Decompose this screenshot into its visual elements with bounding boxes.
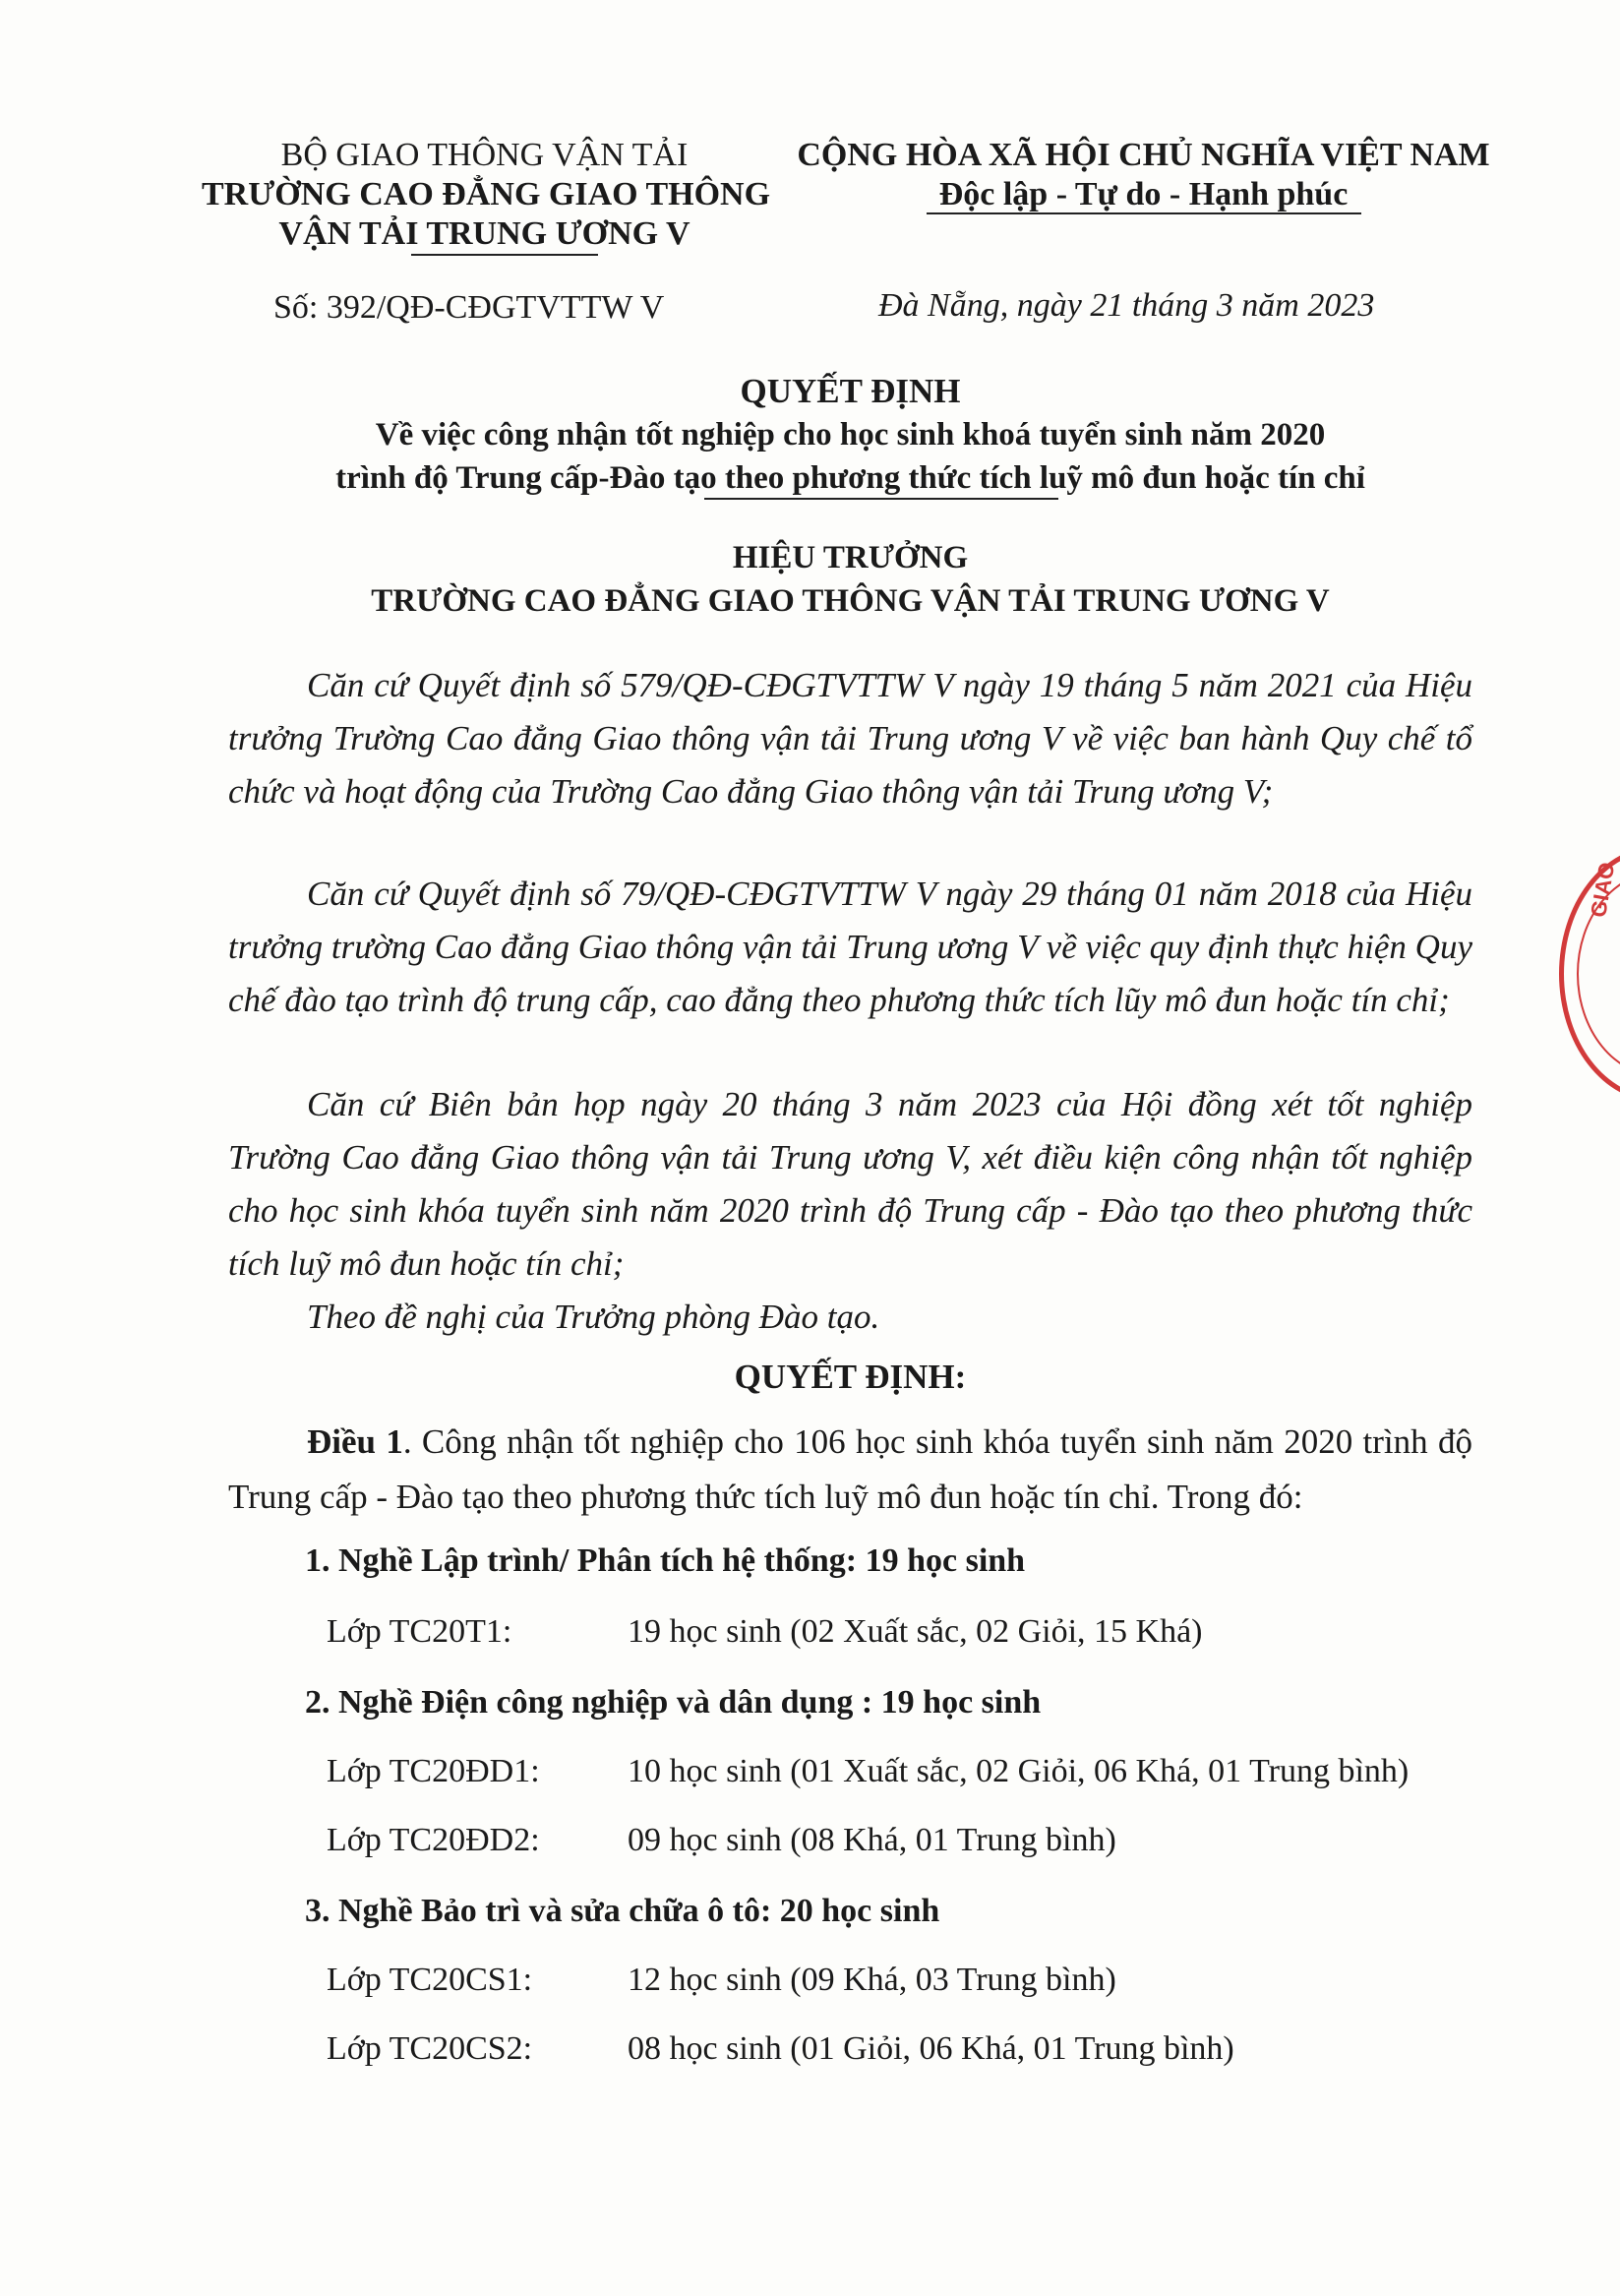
section-1-title: 1. Nghề Lập trình/ Phân tích hệ thống: 19 học sinh [305, 1542, 1026, 1579]
subject-underline [704, 498, 1058, 500]
class-detail: 12 học sinh (09 Khá, 03 Trung bình) [628, 1962, 1116, 1998]
national-title [797, 136, 1490, 214]
class-row [327, 1962, 1116, 1999]
basis-paragraph-2: Căn cứ Quyết định số 79/QĐ-CĐGTVTTW V ngày 29 tháng 01 năm 2018 của Hiệu trưởng trường Cao đẳng Giao thông vận tải Trung ương V về việc quy định thực hiện Quy chế đào tạo trình độ trung cấp, cao đẳng theo phương thức tích lũy mô đun hoặc tín chỉ; [228, 875, 1472, 1019]
section-2-title: 2. Nghề Điện công nghiệp và dân dụng : 19 học sinh [305, 1684, 1042, 1721]
class-row [327, 1613, 1203, 1651]
basis-paragraph-4: Theo đề nghị của Trưởng phòng Đào tạo. [307, 1298, 880, 1336]
class-row [327, 1822, 1116, 1859]
class-name: Lớp TC20ĐD1: [327, 1753, 540, 1789]
authority-school: TRƯỜNG CAO ĐẲNG GIAO THÔNG VẬN TẢI TRUNG ƯƠNG V [371, 583, 1330, 619]
article-1 [228, 1415, 1472, 1525]
class-detail: 08 học sinh (01 Giỏi, 06 Khá, 01 Trung bình) [628, 2030, 1234, 2067]
left-header-underline [411, 254, 598, 256]
class-name: Lớp TC20ĐD2: [327, 1822, 540, 1858]
class-name: Lớp TC20CS1: [327, 1962, 533, 1998]
class-row [327, 2030, 1234, 2068]
article-1-label: Điều 1 [307, 1422, 403, 1461]
class-name: Lớp TC20T1: [327, 1613, 512, 1650]
school-name-line1: TRƯỜNG CAO ĐẲNG GIAO THÔNG [202, 176, 771, 212]
basis-paragraph-1: Căn cứ Quyết định số 579/QĐ-CĐGTVTTW V ngày 19 tháng 5 năm 2021 của Hiệu trưởng Trường Cao đẳng Giao thông vận tải Trung ương V về việc ban hành Quy chế tổ chức và hoạt động của Trường Cao đẳng Giao thông vận tải Trung ương V; [228, 666, 1472, 811]
decision-title: QUYẾT ĐỊNH [740, 372, 961, 410]
motto-underline [927, 212, 1361, 214]
ministry-name: BỘ GIAO THÔNG VẬN TẢI [280, 137, 689, 173]
class-detail: 09 học sinh (08 Khá, 01 Trung bình) [628, 1822, 1116, 1858]
class-detail: 19 học sinh (02 Xuất sắc, 02 Giỏi, 15 Khá) [628, 1613, 1203, 1650]
issuing-ministry [202, 136, 771, 254]
class-name: Lớp TC20CS2: [327, 2030, 533, 2067]
stamp-text: GIAO [1586, 860, 1620, 920]
decision-title-block [228, 370, 1472, 500]
article-1-text: . Công nhận tốt nghiệp cho 106 học sinh khóa tuyển sinh năm 2020 trình độ Trung cấp - Đào tạo theo phương thức tích luỹ mô đun hoặc tín chỉ. Trong đó: [228, 1422, 1472, 1516]
school-name-line2: VẬN TẢI TRUNG ƯƠNG V [278, 215, 690, 252]
section-3-title: 3. Nghề Bảo trì và sửa chữa ô tô: 20 học sinh [305, 1893, 940, 1929]
authority-title: HIỆU TRƯỞNG [732, 540, 969, 575]
decision-heading: QUYẾT ĐỊNH: [734, 1358, 967, 1396]
class-detail: 10 học sinh (01 Xuất sắc, 02 Giỏi, 06 Khá, 01 Trung bình) [628, 1753, 1410, 1789]
class-row [327, 1753, 1409, 1790]
document-date: Đà Nẵng, ngày 21 tháng 3 năm 2023 [878, 287, 1375, 324]
decision-subject-line2: trình độ Trung cấp-Đào tạo theo phương thức tích luỹ mô đun hoặc tín chỉ [335, 460, 1365, 496]
national-name: CỘNG HÒA XÃ HỘI CHỦ NGHĨA VIỆT NAM [797, 137, 1490, 173]
basis-paragraph-3: Căn cứ Biên bản họp ngày 20 tháng 3 năm 2023 của Hội đồng xét tốt nghiệp Trường Cao đẳng Giao thông vận tải Trung ương V, xét điều kiện công nhận tốt nghiệp cho học sinh khóa tuyển sinh năm 2020 trình độ Trung cấp - Đào tạo theo phương thức tích luỹ mô đun hoặc tín chỉ; [228, 1085, 1472, 1283]
document-number: Số: 392/QĐ-CĐGTVTTW V [273, 289, 665, 326]
decision-subject-line1: Về việc công nhận tốt nghiệp cho học sinh khoá tuyển sinh năm 2020 [375, 417, 1326, 453]
national-motto: Độc lập - Tự do - Hạnh phúc [938, 176, 1349, 212]
authority-block [228, 536, 1472, 623]
